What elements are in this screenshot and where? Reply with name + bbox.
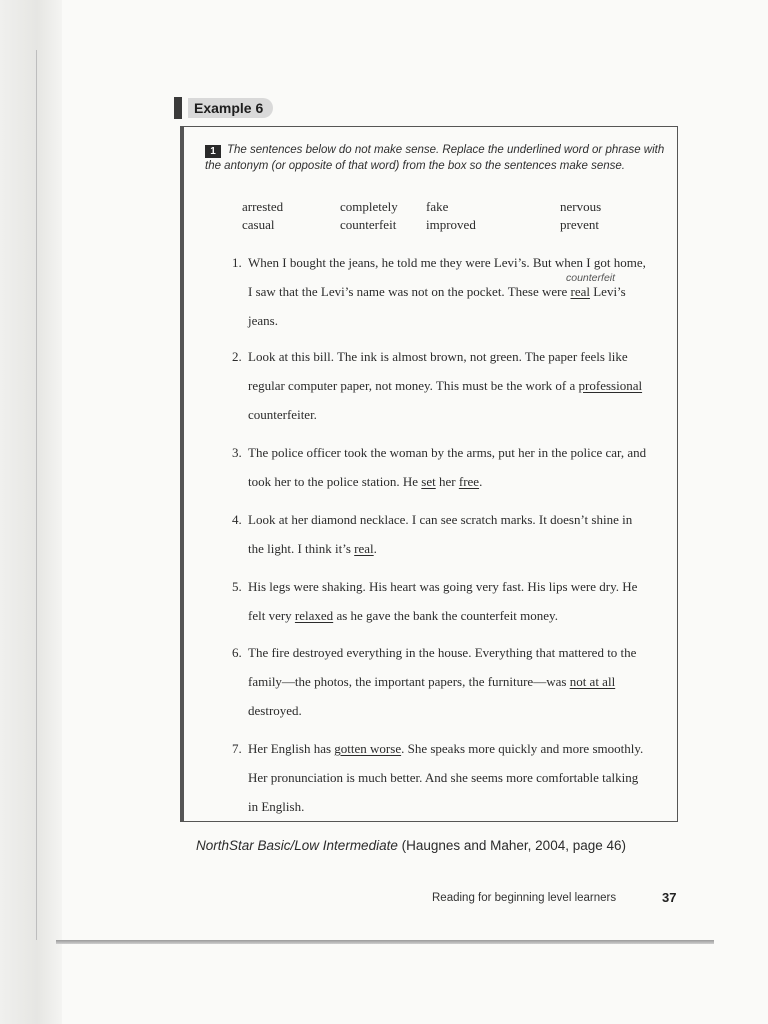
exercise-item-3 [232, 438, 672, 496]
item-text: counterfeiter. [248, 407, 317, 422]
item-text: The police officer took the woman by the arms, put her in the police car, and [248, 445, 647, 460]
item-text: jeans. [248, 313, 278, 328]
word-box-item: counterfeit [340, 217, 397, 232]
example-tab-bar [174, 97, 182, 119]
item-text: When I bought the jeans, he told me they were Levi’s. But when I got home, [248, 255, 646, 270]
word-box-item: prevent [560, 217, 599, 232]
exercise-item-5 [232, 572, 672, 630]
item-text: The fire destroyed everything in the house. Everything that mattered to the [248, 645, 637, 660]
item-number: 3. [232, 445, 242, 460]
underlined-word: free [458, 474, 480, 489]
example-tab [174, 97, 282, 119]
item-text: Levi’s [589, 284, 626, 299]
item-text: destroyed. [248, 703, 302, 718]
underlined-word: professional [578, 378, 643, 393]
item-text: . [373, 541, 377, 556]
item-text: Look at this bill. The ink is almost brown, not green. The paper feels like [248, 349, 628, 364]
item-number: 4. [232, 512, 242, 527]
item-text: Look at her diamond necklace. I can see scratch marks. It doesn’t shine in [248, 512, 633, 527]
item-text: as he gave the bank the counterfeit money. [333, 608, 558, 623]
source-citation: (Haugnes and Maher, 2004, page 46) [397, 838, 627, 853]
exercise-item-2 [232, 342, 672, 429]
underlined-word: relaxed [294, 608, 334, 623]
page-number: 37 [662, 890, 677, 905]
exercise-item-7 [232, 734, 672, 821]
item-number: 2. [232, 349, 242, 364]
item-text: regular computer paper, not money. This must be the work of a [248, 378, 579, 393]
word-box-item: casual [242, 217, 275, 232]
item-text: family—the photos, the important papers, the furniture—was [248, 674, 570, 689]
word-box-item: improved [426, 217, 476, 232]
running-head: Reading for beginning level learners [432, 892, 617, 904]
item-number: 1. [232, 255, 242, 270]
word-box-item: fake [426, 199, 449, 214]
word-box [242, 198, 642, 233]
underlined-word: real [354, 541, 374, 556]
exercise-item-6 [232, 638, 672, 725]
item-text: . She speaks more quickly and more smoothly. [401, 741, 644, 756]
exercise-number-badge: 1 [205, 145, 221, 158]
exercise-item-1 [232, 248, 672, 335]
instruction-text: The sentences below do not make sense. Replace the underlined word or phrase with the antonym (or opposite of that word) from the box so the sentences make sense. [205, 144, 665, 172]
underlined-word: real [570, 284, 590, 299]
source-caption [196, 838, 626, 853]
word-box-item: completely [340, 199, 398, 214]
item-text: the light. I think it’s [248, 541, 355, 556]
handwritten-answer: counterfeit [566, 272, 616, 284]
item-text: felt very [248, 608, 295, 623]
page-bottom-rule [56, 940, 714, 944]
item-number: 6. [232, 645, 242, 660]
item-text: . [479, 474, 483, 489]
item-text: her [435, 474, 459, 489]
item-text: Her pronunciation is much better. And she seems more comfortable talking [248, 770, 639, 785]
item-text: Her English has [248, 741, 335, 756]
example-label: Example 6 [188, 98, 273, 118]
underlined-word: not at all [569, 674, 616, 689]
source-title: NorthStar Basic/Low Intermediate [196, 838, 398, 853]
item-number: 5. [232, 579, 242, 594]
item-number: 7. [232, 741, 242, 756]
scan-shadow-left [0, 0, 62, 1024]
word-box-item: nervous [560, 199, 602, 214]
exercise-instruction [205, 142, 673, 174]
word-box-item: arrested [242, 199, 284, 214]
page-margin-rule [36, 50, 37, 940]
item-text: I saw that the Levi’s name was not on the pocket. These were [248, 284, 571, 299]
item-text: took her to the police station. He [248, 474, 422, 489]
exercise-item-4 [232, 505, 672, 563]
item-text: His legs were shaking. His heart was going very fast. His lips were dry. He [248, 579, 638, 594]
underlined-word: set [421, 474, 436, 489]
item-text: in English. [248, 799, 305, 814]
underlined-word: gotten worse [334, 741, 402, 756]
